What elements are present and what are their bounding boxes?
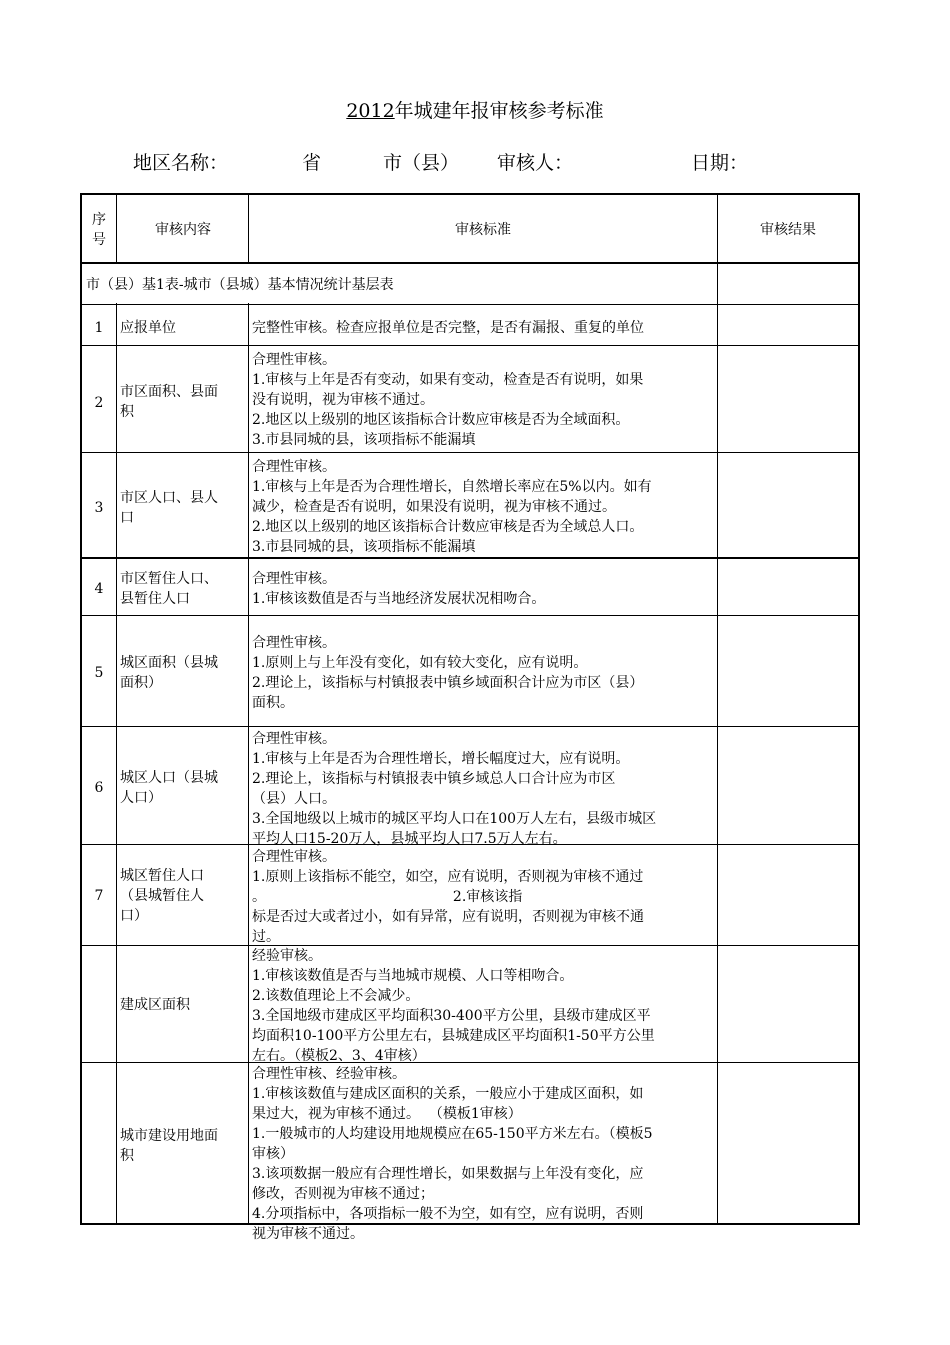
row-item: 应报单位 <box>120 320 176 336</box>
title-text: 年城建年报审核参考标准 <box>394 100 604 122</box>
row-divider <box>80 557 860 559</box>
row-seq: 4 <box>94 581 104 597</box>
row-divider <box>80 452 860 453</box>
page-title <box>0 98 950 124</box>
row-standard: 合理性审核。 1.原则上与上年没有变化，如有较大变化，应有说明。 2.理论上，该指标与村镇报表中镇乡域面积合计应为市区（县） 面积。 <box>252 635 644 711</box>
header-content: 审核内容 <box>155 222 211 238</box>
province-label: 省 <box>302 152 322 174</box>
row-item: 城区面积（县城 面积） <box>120 655 218 691</box>
row-seq: 5 <box>94 665 104 681</box>
row-seq: 2 <box>94 395 104 411</box>
row-standard: 经验审核。 1.审核该数值是否与当地城市规模、人口等相吻合。 2.该数值理论上不会减少。 3.全国地级市建成区平均面积30-400平方公里，县级市建成区平 均面积10-100平方公里左右，县城建成区平均面积1-50平方公里 左右。（模板2、3、4审核） <box>252 948 655 1064</box>
row-item: 城区人口（县城 人口） <box>120 770 218 806</box>
row-divider <box>80 304 860 305</box>
row-item: 城区暂住人口 （县城暂住人 口） <box>120 868 204 924</box>
row-divider <box>80 726 860 727</box>
header-seq-text: 序号 <box>92 212 106 248</box>
row-standard: 合理性审核。 1.审核与上年是否有变动，如果有变动，检查是否有说明，如果 没有说明，视为审核不通过。 2.地区以上级别的地区该指标合计数应审核是否为全域面积。 3.市县同城的县，该项指标不能漏填 <box>252 352 644 448</box>
row-item: 市区面积、县面 积 <box>120 384 218 420</box>
column-divider <box>248 193 249 1225</box>
header-seq <box>82 210 116 250</box>
row-standard: 完整性审核。检查应报单位是否完整，是否有漏报、重复的单位 <box>252 320 644 336</box>
row-seq: 3 <box>94 500 104 516</box>
region-label: 地区名称： <box>133 152 229 174</box>
row-item: 建成区面积 <box>120 997 190 1013</box>
city-label: 市（县） <box>383 152 460 174</box>
reviewer-label: 审核人： <box>497 152 574 174</box>
row-item: 市区暂住人口、 县暂住人口 <box>120 571 218 607</box>
row-standard: 合理性审核、经验审核。 1.审核该数值与建成区面积的关系，一般应小于建成区面积，如 果过大，视为审核不通过。 （模板1审核） 1.一般城市的人均建设用地规模应在65-150平方米左右。（模板5 审核） 3.该项数据一般应有合理性增长，如果数据与上年没有变化，应 修改，否则视为审核不通过； 4.分项指标中，各项指标一般不为空，如有空，应有说明，否则 视为审核不通过。 <box>252 1066 653 1242</box>
section-title: 市（县）基1表-城市（县城）基本情况统计基层表 <box>86 277 394 293</box>
row-standard: 合理性审核。 1.审核与上年是否为合理性增长，增长幅度过大，应有说明。 2.理论上，该指标与村镇报表中镇乡域总人口合计应为市区 （县）人口。 3.全国地级以上城市的城区平均人口在100万人左右，县级市城区 平均人口15-20万人，县城平均人口7.5万人左右。 <box>252 731 657 847</box>
header-result: 审核结果 <box>760 222 816 238</box>
row-seq: 7 <box>94 888 104 904</box>
header-standard: 审核标准 <box>455 222 511 238</box>
row-standard: 合理性审核。 1.原则上该指标不能空，如空，应有说明，否则视为审核不通过 。 2.审核该指 标是否过大或者过小，如有异常，应有说明，否则视为审核不通 过。 <box>252 849 644 945</box>
column-divider <box>116 193 117 1225</box>
row-item: 市区人口、县人 口 <box>120 490 218 526</box>
row-standard: 合理性审核。 1.审核该数值是否与当地经济发展状况相吻合。 <box>252 571 546 607</box>
row-standard: 合理性审核。 1.审核与上年是否为合理性增长，自然增长率应在5%以内。如有 减少，检查是否有说明，如果没有说明，视为审核不通过。 2.地区以上级别的地区该指标合计数应审核是否为全域总人口。 3.市县同城的县，该项指标不能漏填 <box>252 459 652 555</box>
row-seq: 1 <box>94 320 104 336</box>
row-divider <box>80 345 860 346</box>
row-divider <box>80 615 860 616</box>
row-item: 城市建设用地面 积 <box>120 1128 218 1164</box>
row-seq: 6 <box>94 780 104 796</box>
title-year: 2012 <box>346 100 395 122</box>
date-label: 日期： <box>691 152 749 174</box>
